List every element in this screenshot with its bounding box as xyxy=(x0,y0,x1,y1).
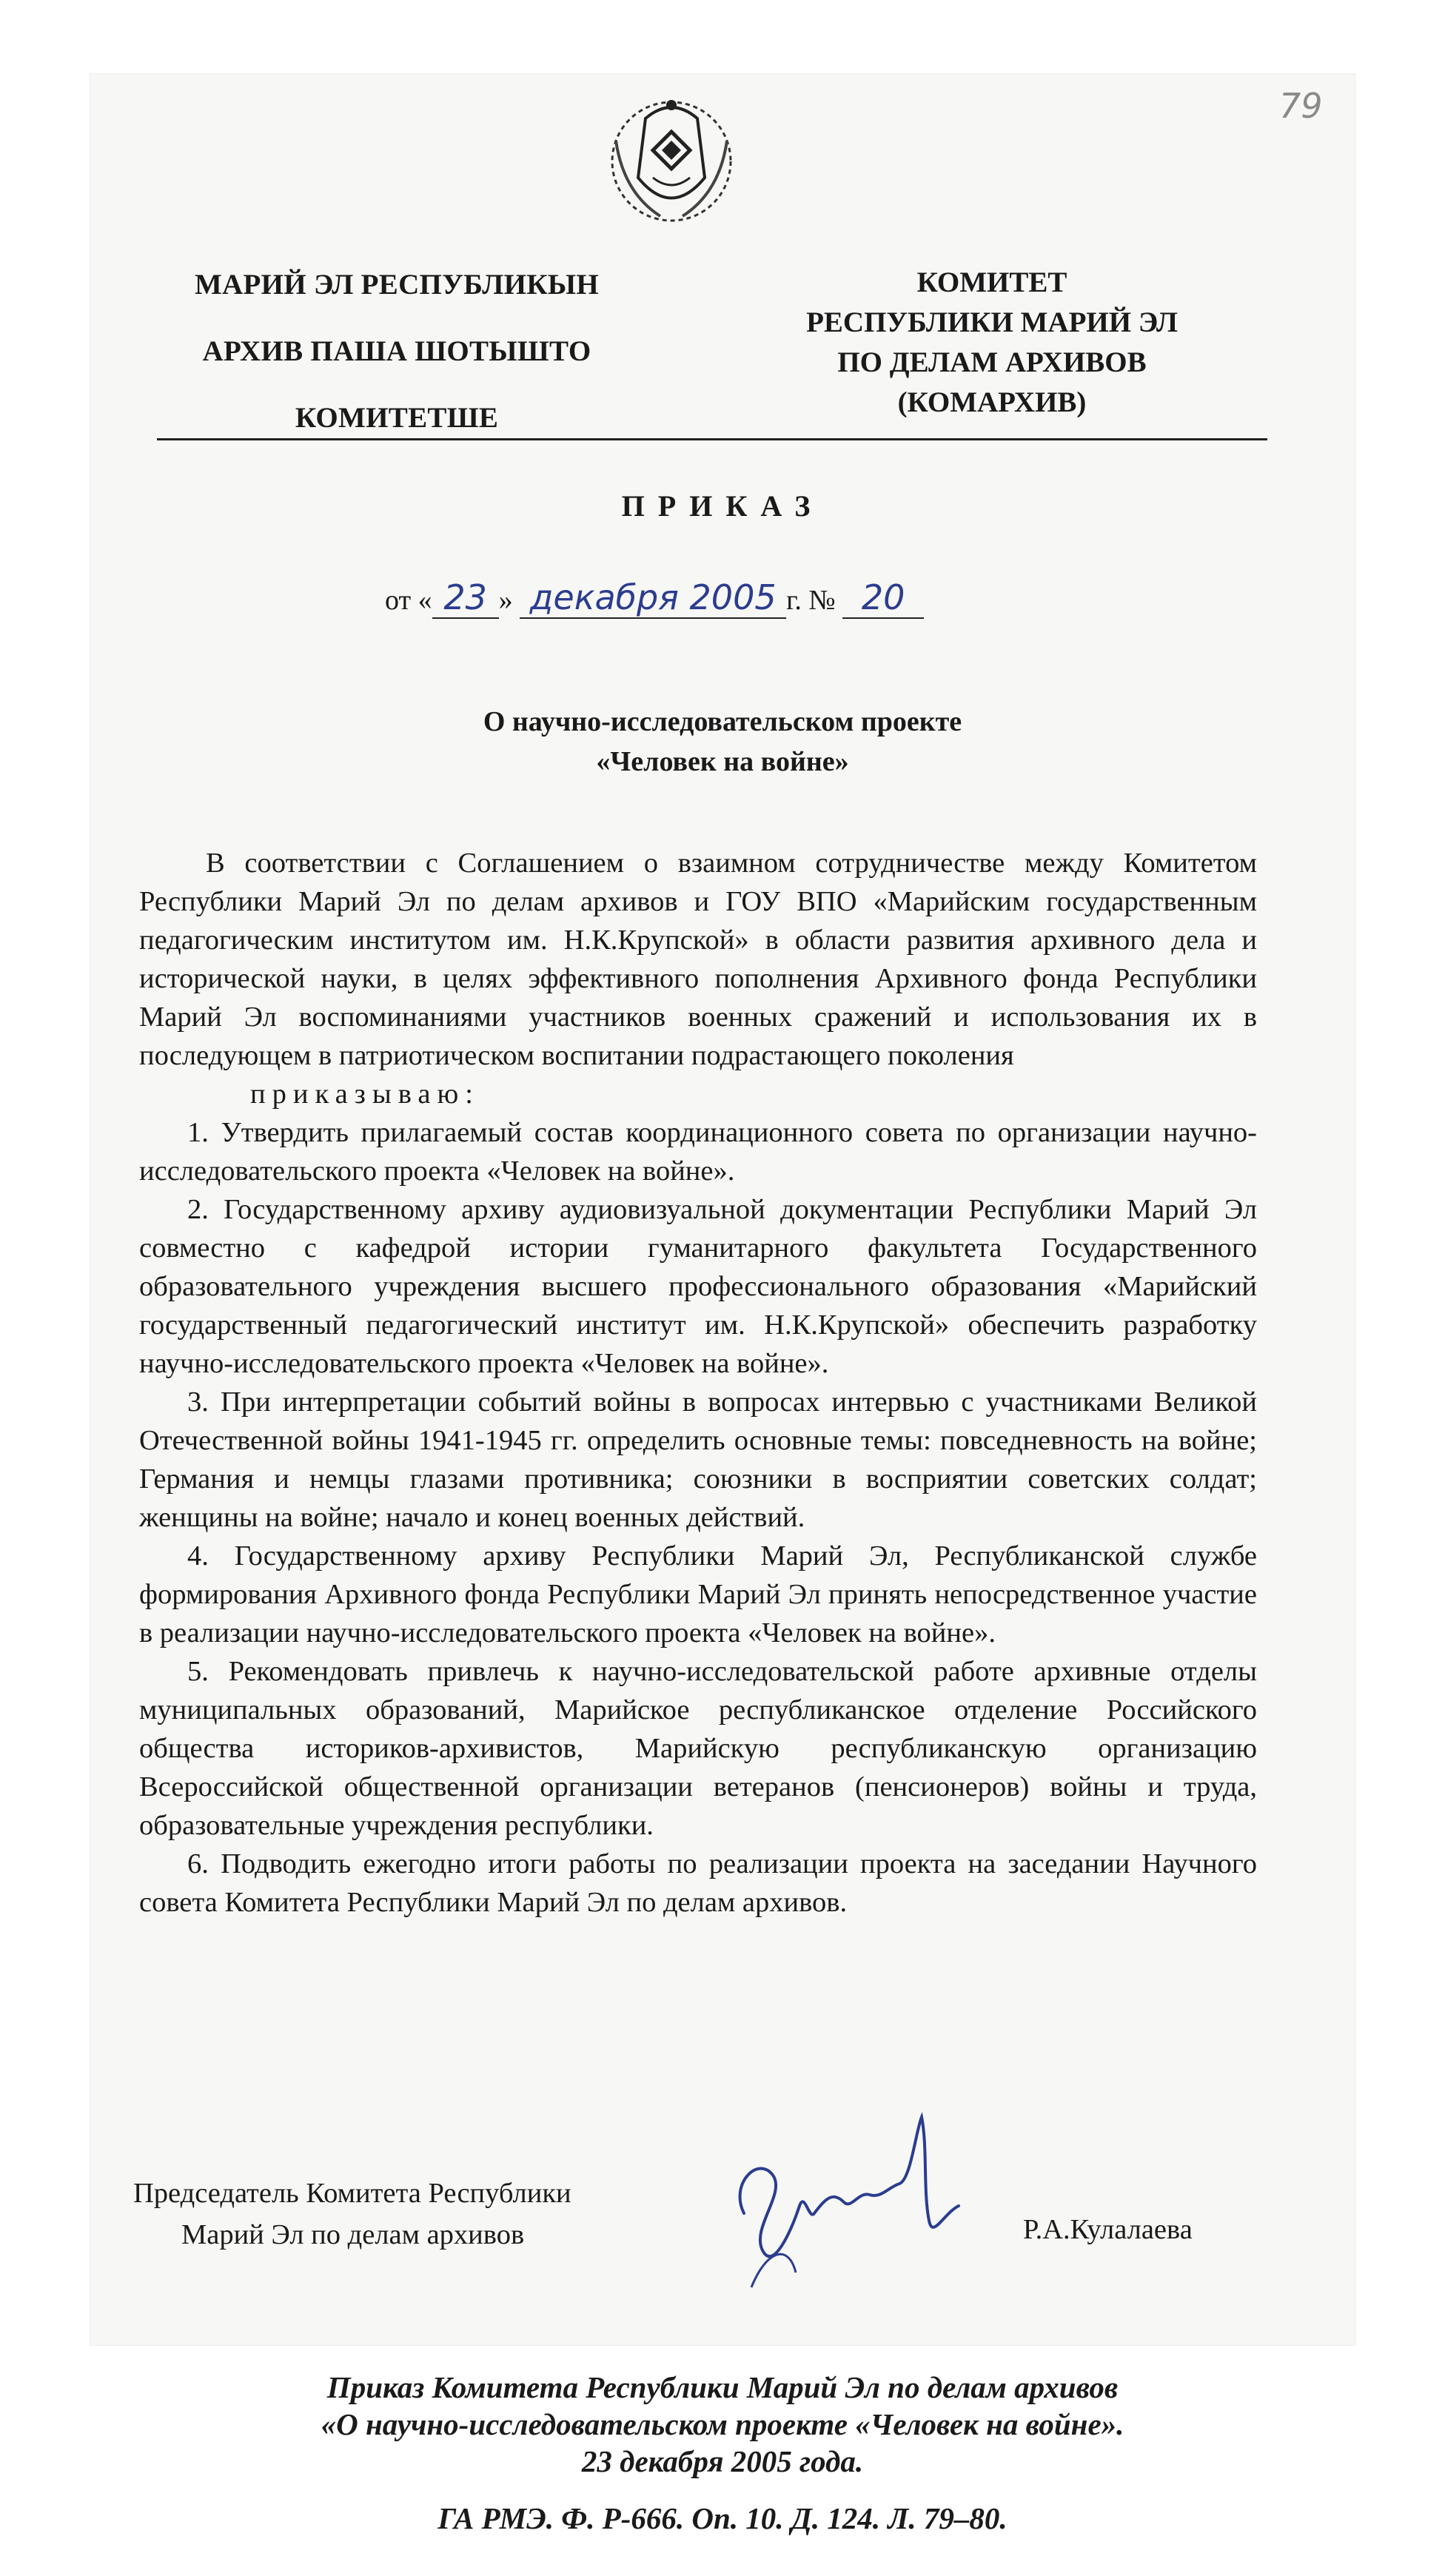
subject-line: О научно-исследовательском проекте xyxy=(483,706,962,737)
caption-line: 23 декабря 2005 года. xyxy=(581,2444,864,2478)
date-day-handwritten: 23 xyxy=(432,577,499,619)
preamble-paragraph: В соответствии с Соглашением о взаимном сотрудничестве между Комитетом Республики Марий Эл по делам архивов и ГОУ ВПО «Марийским государственным педагогическим институтом им. Н.К.Крупской» в области развития архивного дела и исторической науки, в целях эффективного пополнения Архивного фонда Республики Марий Эл воспоминаниями участников военных сражений и использования их в последующем в патриотическом воспитании подрастающего поколения xyxy=(139,848,1257,1071)
archive-reference: ГА РМЭ. Ф. Р-666. Оп. 10. Д. 124. Л. 79–80. xyxy=(437,2501,1008,2535)
signature-icon xyxy=(722,2102,973,2295)
caption-line: «О научно-исследовательском проекте «Человек на войне». xyxy=(321,2407,1124,2441)
archive-caption xyxy=(0,2369,1445,2480)
page-number: 79 xyxy=(1279,86,1323,126)
order-directive: приказываю: xyxy=(250,1079,480,1110)
header-right-block xyxy=(748,263,1236,423)
header-left-line: МАРИЙ ЭЛ РЕСПУБЛИКЫН xyxy=(194,269,600,301)
document-type-title: ПРИКАЗ xyxy=(621,489,824,523)
header-right-line: КОМИТЕТ xyxy=(916,266,1067,298)
order-item-5: 5. Рекомендовать привлечь к научно-исследовательской работе архивные отделы муниципальных образований, Марийское республиканское отделение Российского общества историков-архивистов, Марийскую республиканскую организацию Всероссийской общественной организации ветеранов (пенсионеров) войны и труда, образовательные учреждения республики. xyxy=(139,1656,1257,1841)
date-month-year-handwritten: декабря 2005 xyxy=(520,577,786,619)
date-line xyxy=(385,577,924,619)
header-divider xyxy=(157,438,1267,440)
signatory-title-line: Председатель Комитета Республики xyxy=(133,2178,571,2209)
order-body xyxy=(139,844,1257,1922)
header-left-line: АРХИВ ПАША ШОТЫШТО xyxy=(202,335,591,367)
order-number-handwritten: 20 xyxy=(842,577,924,619)
header-right-line: РЕСПУБЛИКИ МАРИЙ ЭЛ xyxy=(806,306,1178,338)
order-item-4: 4. Государственному архиву Республики Марий Эл, Республиканской службе формирования Архивного фонда Республики Марий Эл принять непосредственное участие в реализации научно-исследовательского проекта «Человек на войне». xyxy=(139,1540,1257,1648)
order-item-1: 1. Утвердить прилагаемый состав координационного совета по организации научно-исследовательского проекта «Человек на войне». xyxy=(139,1117,1257,1187)
date-suffix: г. № xyxy=(786,585,836,616)
subject-line: «Человек на войне» xyxy=(596,746,849,777)
header-right-line: ПО ДЕЛАМ АРХИВОВ xyxy=(837,346,1147,378)
header-left-line: КОМИТЕТШЕ xyxy=(295,402,499,434)
date-prefix: от « xyxy=(385,585,432,616)
header-right-line: (КОМАРХИВ) xyxy=(897,386,1087,418)
header-left-block xyxy=(152,252,641,452)
signatory-name: Р.А.Кулалаева xyxy=(1023,2214,1193,2245)
caption-line: Приказ Комитета Республики Марий Эл по делам архивов xyxy=(326,2370,1119,2404)
signatory-title xyxy=(133,2173,571,2255)
order-item-3: 3. При интерпретации событий войны в вопросах интервью с участниками Великой Отечественной войны 1941-1945 гг. определить основные темы: повседневность на войне; Германия и немцы глазами противника; союзники в восприятии советских солдат; женщины на войне; начало и конец военных действий. xyxy=(139,1386,1257,1533)
order-subject xyxy=(0,702,1445,782)
order-item-6: 6. Подводить ежегодно итоги работы по реализации проекта на заседании Научного совета Комитета Республики Марий Эл по делам архивов. xyxy=(139,1848,1257,1918)
signatory-title-line: Марий Эл по делам архивов xyxy=(181,2219,525,2250)
coat-of-arms-icon xyxy=(601,89,742,229)
order-item-2: 2. Государственному архиву аудиовизуальной документации Республики Марий Эл совместно с кафедрой истории гуманитарного факультета Государственного образовательного учреждения высшего профессионального образования «Марийский государственный педагогический институт им. Н.К.Крупской» обеспечить разработку научно-исследовательского проекта «Человек на войне». xyxy=(139,1194,1257,1379)
date-mid: » xyxy=(498,585,513,616)
